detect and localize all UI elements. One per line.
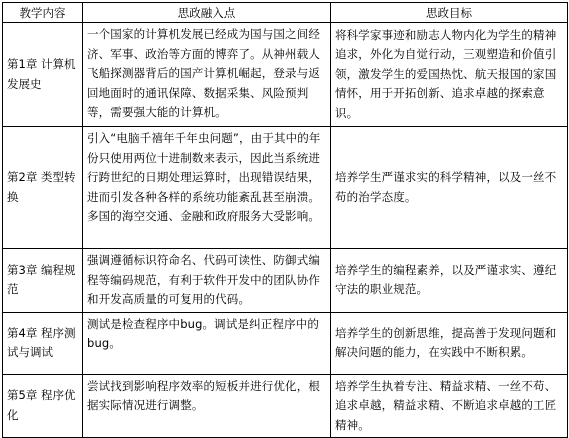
goal-cell: 培养学生执着专注、精益求精、一丝不苟、追求卓越，精益求精、不断追求卓越的工匠精神。 — [331, 374, 568, 438]
chapter-cell: 第1章 计算机发展史 — [3, 23, 83, 127]
table-row — [3, 374, 568, 438]
goal-cell: 将科学家事迹和励志人物内化为学生的精神追求，外化为自觉行动，三观塑造和价值引领，激发学生的爱国热忱、航天报国的家国情怀，用于开拓创新、追求卓越的探索意识。 — [331, 23, 568, 127]
goal-cell: 培养学生严谨求实的科学精神，以及一丝不苟的治学态度。 — [331, 127, 568, 249]
header-goal: 思政目标 — [331, 3, 568, 23]
header-teaching-content: 教学内容 — [3, 3, 83, 23]
integration-point-cell: 引入“电脑千禧年千年虫问题”，由于其中的年份只使用两位十进制数来表示，因此当系统进行跨世纪的日期处理运算时，出现错误结果，进而引发各种各样的系统功能紊乱甚至崩溃。多国的海空交通、金融和政府服务大受影响。 — [83, 127, 331, 249]
chapter-cell: 第4章 程序测试与调试 — [3, 312, 83, 374]
table-header-row — [3, 3, 568, 23]
integration-point-cell: 强调遵循标识符命名、代码可读性、防御式编程等编码规范，有利于软件开发中的团队协作和开发高质量的可复用的代码。 — [83, 249, 331, 313]
table-row — [3, 127, 568, 249]
chapter-cell: 第3章 编程规范 — [3, 249, 83, 313]
header-integration-point: 思政融入点 — [83, 3, 331, 23]
integration-point-cell: 一个国家的计算机发展已经成为国与国之间经济、军事、政治等方面的博弈了。从神州载人飞船探测器背后的国产计算机崛起，登录与返回地面时的通讯保障、数据采集、风险预判等，需要强大能的计算机。 — [83, 23, 331, 127]
chapter-cell: 第2章 类型转换 — [3, 127, 83, 249]
integration-point-cell: 测试是检查程序中bug。调试是纠正程序中的bug。 — [83, 312, 331, 374]
integration-point-cell: 尝试找到影响程序效率的短板并进行优化，根据实际情况进行调整。 — [83, 374, 331, 438]
goal-cell: 培养学生的创新思维，提高善于发现问题和解决问题的能力，在实践中不断积累。 — [331, 312, 568, 374]
goal-cell: 培养学生的编程素养，以及严谨求实、遵纪守法的职业规范。 — [331, 249, 568, 313]
chapter-cell: 第5章 程序优化 — [3, 374, 83, 438]
table-row — [3, 249, 568, 313]
curriculum-table — [2, 2, 568, 438]
table-row — [3, 23, 568, 127]
table-row — [3, 312, 568, 374]
